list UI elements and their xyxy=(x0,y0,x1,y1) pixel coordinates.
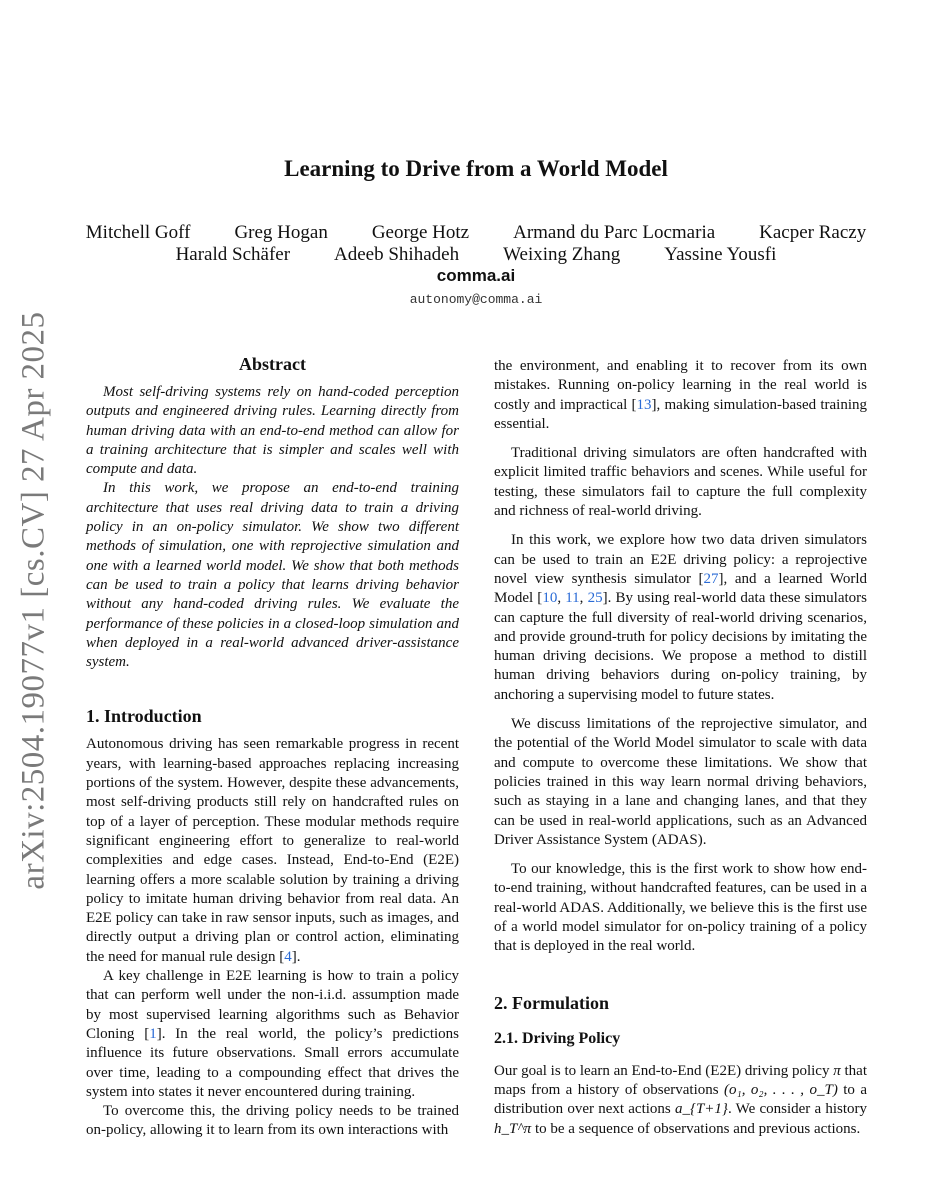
citation-link[interactable]: 25 xyxy=(587,590,603,607)
author: Mitchell Goff xyxy=(85,222,191,243)
contact-email[interactable]: autonomy@comma.ai xyxy=(409,292,543,307)
citation-link[interactable]: 13 xyxy=(636,396,652,413)
intro-paragraph-3: To overcome this, the driving policy needs to be trained on-policy, allowing it to learn from its own interactions with xyxy=(86,1103,459,1139)
intro-paragraph-8: To our knowledge, this is the first work to show how end-to-end training, without handcrafted features, can be used in a real-world ADAS. Additionally, we believe this is the first use of a world model simulator for on-policy training of a policy that is deployed in the real world. xyxy=(494,861,867,955)
intro-paragraph-7: We discuss limitations of the reprojective simulator, and the potential of the World Model simulator to scale with data and compute to overcome these limitations. We show that policies trained in this way learn normal driving behaviors, such as staying in a lane and changing lanes, and that they can be used in real-world applications, such as an Advanced Driver Assistance System (ADAS). xyxy=(494,716,867,848)
arxiv-side-stamp xyxy=(14,310,54,890)
author: Greg Hogan xyxy=(234,222,328,243)
arxiv-identifier: arXiv:2504.19077v1 [cs.CV] 27 Apr 2025 xyxy=(15,310,52,890)
affiliation: comma.ai xyxy=(436,266,516,285)
intro-paragraph-1: Autonomous driving has seen remarkable progress in recent years, with learning-based approaches replacing increasing portions of the system. However, despite these advancements, most self-driving products still rely on handcrafted rules on top of a layer of perception. These modular methods require significant engineering effort to generalize to real-world complexities and edge cases. Instead, End-to-End (E2E) learning offers a more scalable solution by training a driving policy to imitate human driving behavior from real data. An E2E policy can take in raw sensor inputs, such as images, and directly output a driving plan or control action, eliminating the need for manual rule design [4]. xyxy=(86,736,459,965)
math-pi: π xyxy=(833,1062,841,1079)
formulation-heading: 2. Formulation xyxy=(494,992,609,1013)
paper-title: Learning to Drive from a World Model xyxy=(284,156,668,181)
citation-link[interactable]: 4 xyxy=(284,948,292,965)
author: George Hotz xyxy=(371,222,470,243)
authors-row-1 xyxy=(60,222,892,244)
author: Armand du Parc Locmaria xyxy=(513,222,716,243)
authors-row-2 xyxy=(60,244,892,266)
intro-heading: 1. Introduction xyxy=(86,706,202,727)
intro-paragraph-5: Traditional driving simulators are often handcrafted with explicit limited traffic behaviors and scenes. While useful for testing, these simulators fail to capture the full complexity and richness of real-world driving. xyxy=(494,445,867,520)
author: Weixing Zhang xyxy=(503,244,621,265)
right-column xyxy=(494,357,867,1139)
abstract-paragraph-2: In this work, we propose an end-to-end training architecture that uses real driving data to train a driving policy in an on-policy simulator. We show two different methods of simulation, one with reprojective simulation and one with a learned world model. We show that both methods can be used to train a policy that learns driving behavior without any hand-coded driving rules. We evaluate the performance of these policies in a closed-loop simulation and when deployed in a real-world advanced driver-assistance system. xyxy=(86,480,459,671)
math-observations: (o₁, o₂, . . . , o_T) xyxy=(724,1081,838,1098)
citation-link[interactable]: 11 xyxy=(565,590,580,607)
abstract-paragraph-1: Most self-driving systems rely on hand-coded perception outputs and engineered driving rules. Learning directly from human driving data with an end-to-end method can allow for a training architecture that is simpler and scales well with compute and data. xyxy=(86,384,459,478)
author: Yassine Yousfi xyxy=(664,244,777,265)
author: Kacper Raczy xyxy=(759,222,867,243)
author: Adeeb Shihadeh xyxy=(334,244,460,265)
math-action: a_{T+1} xyxy=(674,1101,728,1118)
formulation-paragraph: Our goal is to learn an End-to-End (E2E) driving policy π that maps from a history of observations (o₁, o₂, . . . , o_T) to a distribution over next actions a_{T+1}. We consider a history h_T^π to be a sequence of observations and previous actions. xyxy=(494,1062,868,1137)
driving-policy-heading: 2.1. Driving Policy xyxy=(494,1029,621,1047)
citation-link[interactable]: 1 xyxy=(149,1025,157,1042)
left-column xyxy=(86,354,459,1141)
abstract-heading: Abstract xyxy=(239,354,306,374)
author: Harald Schäfer xyxy=(175,244,291,265)
citation-link[interactable]: 27 xyxy=(703,570,719,587)
math-history: h_T^π xyxy=(494,1120,532,1137)
intro-paragraph-6: In this work, we explore how two data driven simulators can be used to train an E2E driving policy: a reprojective novel view synthesis simulator [27], and a learned World Model [10, 11, 25]. By using real-world data these simulators can capture the full diversity of real-world driving scenarios, and provide ground-truth for policy decisions by imitating the human driving decisions. We propose a method to distill human driving behaviors during on-policy training, by anchoring a supervising model to future states. xyxy=(494,532,867,703)
intro-paragraph-2: A key challenge in E2E learning is how to train a policy that can perform well under the non-i.i.d. assumption made by most supervised learning algorithms such as Behavior Cloning [1]. In the real world, the policy’s predictions influence its future observations. Small errors accumulate over time, leading to a compounding effect that drives the system into states it never encountered during training. xyxy=(86,968,459,1100)
citation-link[interactable]: 10 xyxy=(542,590,558,607)
intro-paragraph-4: the environment, and enabling it to recover from its own mistakes. Running on-policy learning in the real world is costly and impractical [13], making simulation-based training essential. xyxy=(494,358,868,432)
